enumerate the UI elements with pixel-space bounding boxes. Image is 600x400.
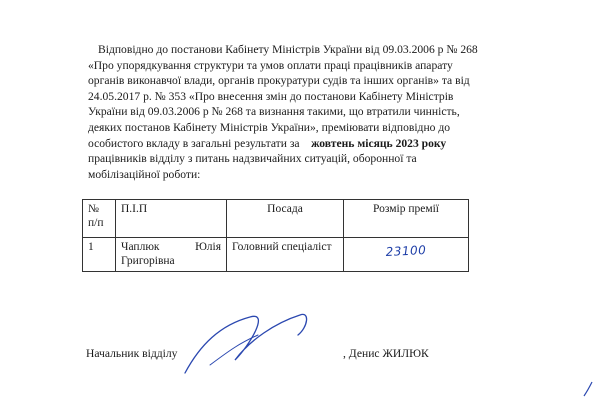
row-amount-cell xyxy=(344,238,469,272)
row-num: 1 xyxy=(83,238,116,272)
header-name: П.І.П xyxy=(116,200,227,238)
table-row xyxy=(83,238,469,272)
order-paragraph xyxy=(88,42,540,182)
body-line: працівників відділу з питань надзвичайних ситуацій, оборонної та xyxy=(88,152,417,166)
header-amount: Розмір премії xyxy=(344,200,469,238)
given-name: Юлія xyxy=(195,241,221,253)
table-header-row xyxy=(83,200,469,238)
body-line: України від 09.03.2006 р № 268 та визнання такими, що втратили чинність, xyxy=(88,105,460,119)
handwritten-amount: 23100 xyxy=(385,242,427,260)
name-line xyxy=(121,240,221,254)
margin-mark xyxy=(580,380,596,398)
signatory-title: Начальник відділу xyxy=(86,347,178,360)
body-line: Відповідно до постанови Кабінету Міністрів України від 09.03.2006 р № 268 xyxy=(98,43,478,56)
signatory-name: , Денис ЖИЛЮК xyxy=(343,347,429,360)
body-line: деяких постанов Кабінету Міністрів України», преміювати відповідно до xyxy=(88,120,451,134)
patronymic: Григорівна xyxy=(121,255,175,267)
body-line: органів виконавчої влади, органів прокуратури судів та інших органів» та від xyxy=(88,74,470,88)
body-line: особистого вкладу в загальні результати за xyxy=(88,136,300,150)
header-position: Посада xyxy=(227,200,344,238)
surname: Чаплюк xyxy=(121,241,160,253)
body-line: мобілізаційної роботи: xyxy=(88,167,201,181)
body-line: «Про упорядкування структури та умов оплати праці працівників апарату xyxy=(88,58,453,72)
row-name xyxy=(116,238,227,272)
signature-scribble xyxy=(180,305,330,385)
body-line: 24.05.2017 р. № 353 «Про внесення змін до постанови Кабінету Міністрів xyxy=(88,89,454,103)
body-line-with-period xyxy=(88,136,540,152)
header-num: № п/п xyxy=(83,200,116,238)
row-position: Головний спеціаліст xyxy=(227,238,344,272)
period-bold: жовтень місяць 2023 року xyxy=(311,136,447,150)
bonus-table xyxy=(82,199,469,272)
